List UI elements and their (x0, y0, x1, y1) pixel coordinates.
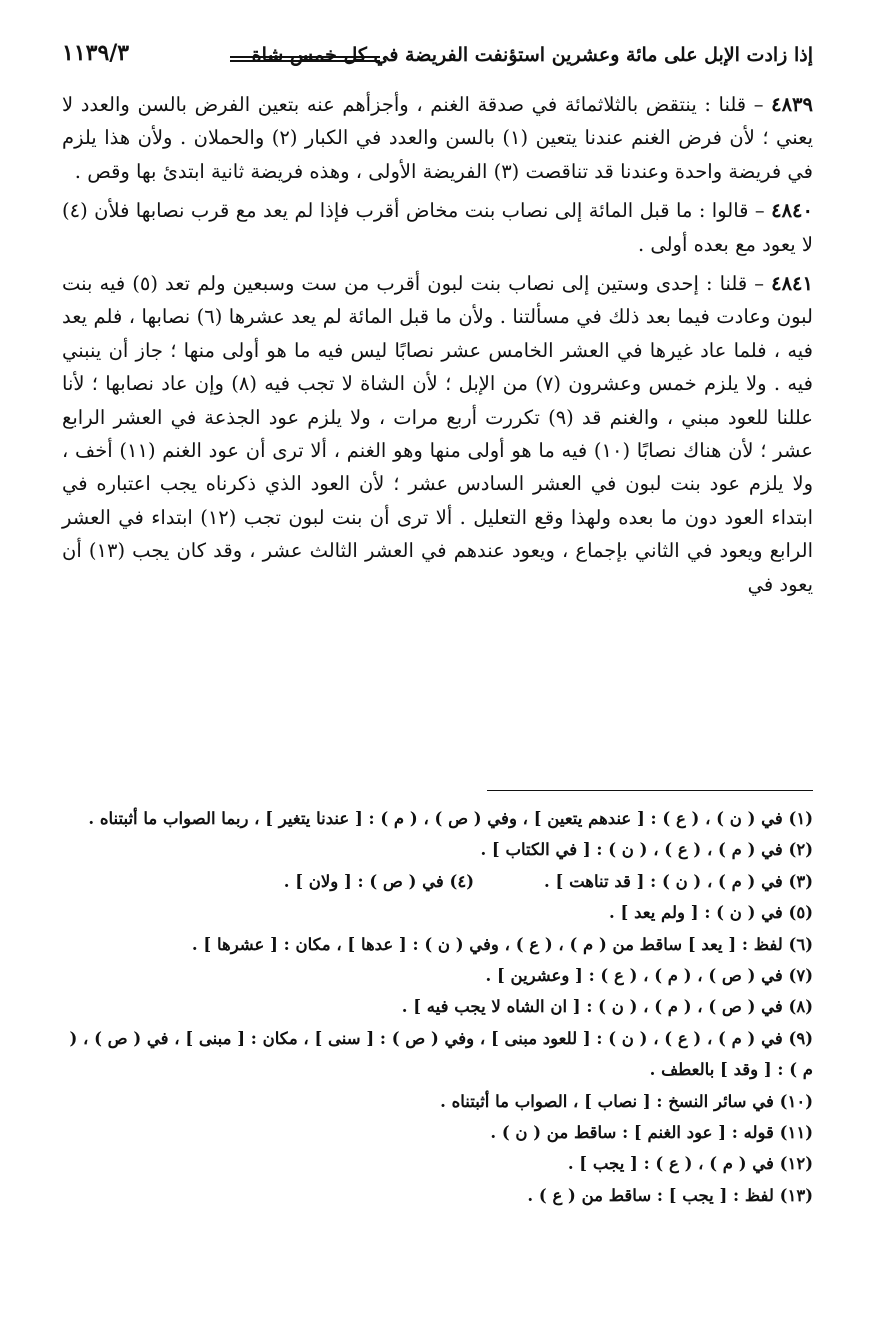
running-header (62, 30, 813, 72)
footnote-5: (٥) في ( ن ) : [ ولم يعد ] . (609, 903, 813, 923)
paragraph-text: – قلنا : إحدى وستين إلى نصاب بنت لبون أقرب من ست وسبعين ولم تعد (٥) فيه بنت لبون وعادت فيما بعد ذلك في مسألتنا . ولأن ما قبل المائة لم يعد عشرها (٦) نصابها ، فلم يعد فيه ، فلما عاد غيرها في العشر الخامس عشر نصابًا ليس فيه ما هو أولى منها ؛ جاز أن ينبني فيه . ولا يلزم خمس وعشرون (٧) من الإبل ؛ لأن الشاة لا تجب فيه (٨) وإن عاد نصابها ؛ لأنا عللنا للعود مبني ، والغنم قد (٩) تكررت أربع مرات ، ولا يلزم عود الجذعة في العشر الرابع عشر ؛ لأن هناك نصابًا (١٠) فيه ما هو أولى منها وهو الغنم ، ألا ترى أن عود الغنم (١١) أخف ، ولا يلزم عود بنت لبون في العشر السادس عشر ؛ لأن العود الذي ذكرناه يجب اعتباره في ابتداء العود دون ما بعده ولهذا وقع التعليل . ألا ترى أن بنت لبون تجب (١٢) ابتداء في العشر الرابع ويعود في الثاني بإجماع ، ويعود عندهم في العشر الثالث عشر ، وقد كان يجب (١٣) أن يعود في (62, 272, 814, 596)
footnote-8: (٨) في ( ص ) ، ( م ) ، ( ن ) : [ ان الشاه لا يجب فيه ] . (401, 997, 813, 1017)
footnote-12: (١٢) في ( م ) ، ( ع ) : [ يجب ] . (567, 1154, 813, 1174)
paragraph-4839 (62, 88, 813, 188)
footnote-1: (١) في ( ن ) ، ( ع ) : [ عندهم يتعين ] ، وفي ( ص ) ، ( م ) : [ عندنا يتغير ] ، ربما الصواب ما أثبتناه . (88, 809, 813, 828)
paragraph-text: – قالوا : ما قبل المائة إلى نصاب بنت مخاض أقرب فإذا لم يعد مع قرب نصابها فلأن (٤) لا يعود مع بعده أولى . (62, 199, 813, 256)
paragraph-number: ٤٨٤٠ (771, 199, 813, 223)
main-text (62, 88, 813, 601)
running-title: إذا زادت الإبل على مائة وعشرين استؤنفت الفريضة في كل خمس شاة (251, 44, 813, 66)
footnote-11: (١١) قوله : [ عود الغنم ] : ساقط من ( ن ) . (490, 1123, 813, 1143)
footnote-divider (487, 790, 813, 791)
footnote-10: (١٠) في سائر النسخ : [ نصاب ] ، الصواب ما أثبتناه . (440, 1091, 813, 1111)
paragraph-text: – قلنا : ينتقض بالثلاثمائة في صدقة الغنم ، وأجزأهم عنه بتعين الفرض بالسن والعدد لا يعني ؛ لأن فرض الغنم عندنا يتعين (١) بالسن والعدد في الكبار (٢) والحملان . ولأن هذا يلزم في فريضة واحدة وعندنا قد تناقصت (٣) الفريضة الأولى ، وهذه فريضة ثانية ابتدئ بها وقص . (62, 93, 813, 183)
paragraph-4841 (62, 267, 813, 601)
footnote-7: (٧) في ( ص ) ، ( م ) ، ( ع ) : [ وعشرين ] . (485, 966, 813, 986)
footnote-row (62, 866, 813, 897)
footnote-2: (٢) في ( م ) ، ( ع ) ، ( ن ) : [ في الكتاب ] . (480, 840, 813, 860)
footnote-13: (١٣) لفظ : [ يجب ] : ساقط من ( ع ) . (527, 1185, 813, 1205)
paragraph-number: ٤٨٤١ (771, 272, 813, 296)
header-rule (230, 56, 380, 62)
footnotes (62, 803, 813, 1211)
page-number: ١١٣٩/٣ (62, 40, 130, 66)
footnote-6: (٦) لفظ : [ يعد ] ساقط من ( م ) ، ( ع ) ، وفي ( ن ) : [ عدها ] ، مكان : [ عشرها ] . (191, 934, 813, 954)
footnote-4: (٤) في ( ص ) : [ ولان ] . (283, 871, 475, 891)
paragraph-4840 (62, 194, 813, 261)
footnote-9: (٩) في ( م ) ، ( ع ) ، ( ن ) : [ للعود مبنى ] ، وفي ( ص ) : [ سنى ] ، مكان : [ مبنى ] ، في ( ص ) ، ( م ) : [ وقد ] بالعطف . (69, 1028, 813, 1080)
paragraph-number: ٤٨٣٩ (771, 93, 813, 116)
footnote-3: (٣) في ( م ) ، ( ن ) : [ قد تناهت ] . (544, 871, 813, 891)
